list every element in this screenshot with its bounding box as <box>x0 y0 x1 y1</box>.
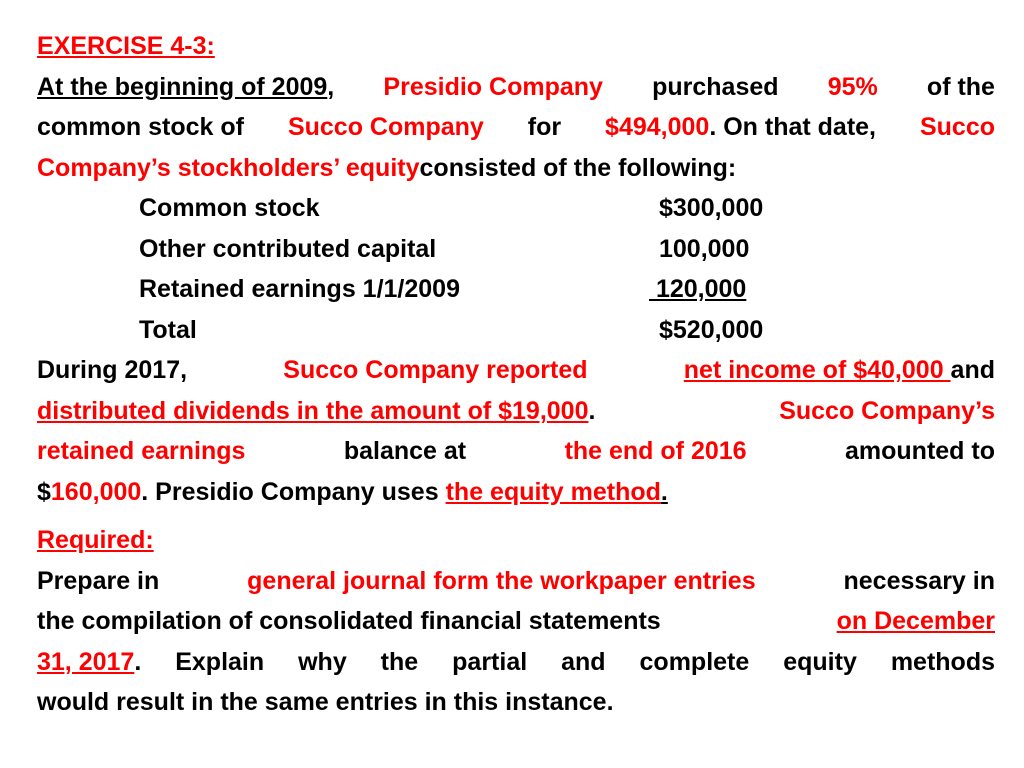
required-prepare-in: Prepare in <box>37 566 160 595</box>
intro-purchased: purchased <box>652 72 779 101</box>
intro-line-2 <box>37 107 995 148</box>
dividends-phrase: distributed dividends in the amount of $19,000 <box>37 396 589 425</box>
subsidiary-name: Succo Company <box>287 113 484 141</box>
para2-line-4 <box>37 472 995 513</box>
para2-reported: Succo Company reported <box>283 356 588 384</box>
equity-item: Retained earnings 1/1/2009 <box>139 275 460 303</box>
section-gap <box>37 512 995 520</box>
para2-presidio-uses: . Presidio Company uses <box>141 477 439 506</box>
subsidiary-possessive: Succo Company’s <box>779 396 995 425</box>
required-heading: Required: <box>37 526 154 554</box>
stockholders-equity-phrase: Company’s stockholders’ equity <box>37 153 420 182</box>
equity-amount: 120,000 <box>649 275 747 303</box>
intro-on-that-date: . On that date, <box>709 113 877 141</box>
intro-line-1 <box>37 67 995 108</box>
equity-row-total <box>37 310 995 351</box>
intro-common-stock-of: common stock of <box>37 113 244 141</box>
para2-line-3 <box>37 431 995 472</box>
para2-and: and <box>950 356 995 384</box>
intro-of-the: of the <box>926 72 995 101</box>
purchase-price: $494,000 <box>605 113 710 141</box>
equity-item: Common stock <box>139 194 320 222</box>
end-of-2016-phrase: the end of 2016 <box>564 437 747 465</box>
required-necessary-in: necessary in <box>843 566 995 595</box>
equity-row <box>37 188 995 229</box>
date-phrase-end: 31, 2017 <box>37 647 135 676</box>
equity-item: Total <box>139 315 197 344</box>
intro-consisted: consisted of the following: <box>419 153 737 182</box>
para2-line-2 <box>37 391 995 432</box>
required-final: would result in the same entries in this instance. <box>37 688 614 716</box>
required-line-4 <box>37 682 995 723</box>
journal-form-phrase: general journal form the workpaper entries <box>247 566 756 595</box>
para2-line-1 <box>37 350 995 391</box>
required-explain: . Explain why the partial and complete equity methods <box>134 647 995 676</box>
intro-l1-group-a <box>37 67 334 108</box>
para2-balance-at: balance at <box>343 437 467 465</box>
intro-date-phrase: At the beginning of 2009 <box>37 72 328 101</box>
intro-price-group <box>605 107 876 148</box>
exercise-heading: EXERCISE 4-3: <box>37 32 215 60</box>
intro-line-3 <box>37 148 995 189</box>
ownership-percent: 95% <box>827 72 878 101</box>
required-compilation: the compilation of consolidated financial statements <box>37 607 661 635</box>
equity-amount: $520,000 <box>659 315 764 344</box>
required-line-1 <box>37 561 995 602</box>
date-phrase-start: on December <box>836 607 995 635</box>
para2-dollar: $ <box>37 477 51 506</box>
para2-during: During 2017, <box>37 356 188 384</box>
exercise-heading-line <box>37 26 995 67</box>
equity-amount: 100,000 <box>659 234 750 263</box>
required-line-2 <box>37 601 995 642</box>
subsidiary-name-start: Succo <box>919 113 995 141</box>
intro-for: for <box>527 113 562 141</box>
equity-method-phrase: the equity method <box>445 477 661 506</box>
para2-div-group <box>37 391 595 432</box>
slide-content <box>37 26 995 723</box>
acquirer-name: Presidio Company <box>383 72 603 101</box>
retained-earnings-amount: 160,000 <box>50 477 142 506</box>
para2-final-period: . <box>660 477 668 506</box>
net-income-phrase: net income of $40,000 <box>683 356 951 384</box>
required-heading-line <box>37 520 995 561</box>
intro-comma: , <box>327 72 335 101</box>
equity-row <box>37 269 995 310</box>
para2-ni-group <box>684 350 995 391</box>
equity-item: Other contributed capital <box>139 234 437 263</box>
equity-row <box>37 229 995 270</box>
retained-earnings-phrase: retained earnings <box>37 437 246 465</box>
para2-period: . <box>588 396 596 425</box>
para2-amounted-to: amounted to <box>845 437 995 465</box>
equity-amount: $300,000 <box>659 194 764 222</box>
required-line-3 <box>37 642 995 683</box>
